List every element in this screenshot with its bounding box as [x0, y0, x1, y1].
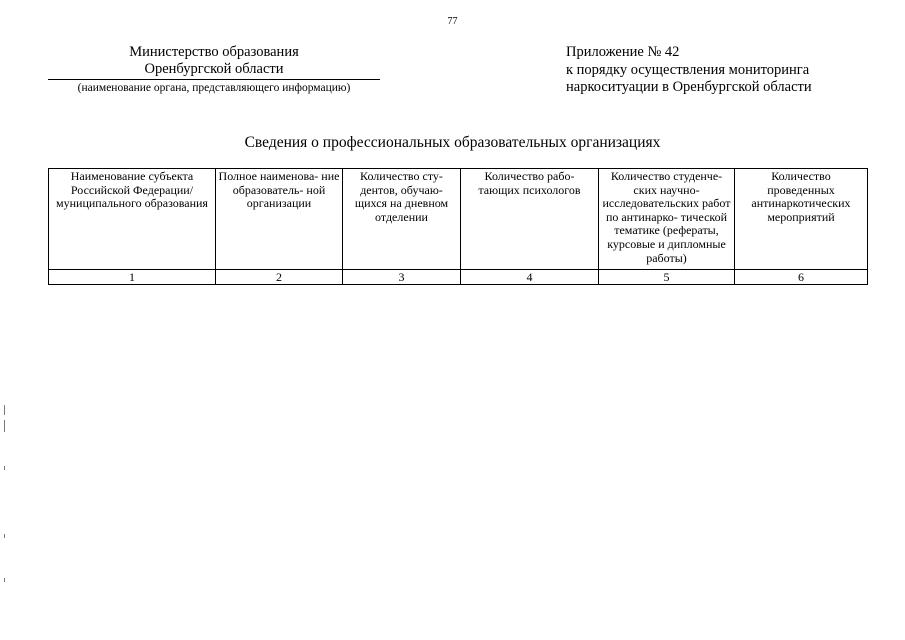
data-table	[48, 168, 868, 285]
document-title: Сведения о профессиональных образовательных организациях	[244, 134, 661, 151]
appendix-text-line2: к порядку осуществления мониторинга	[566, 61, 810, 78]
organization-block	[48, 44, 380, 96]
organization-name-line2: Оренбургской области	[48, 61, 380, 80]
organization-name-line1: Министерство образования	[129, 44, 299, 60]
scan-artifact	[4, 405, 5, 415]
scan-artifact	[4, 578, 5, 582]
scan-artifact	[4, 534, 5, 538]
appendix-text-line3: наркоситуации в Оренбургской области	[566, 79, 812, 95]
column-header-subject: Наименование субъекта Российской Федерации/ муниципального образования	[49, 169, 216, 270]
appendix-block	[566, 44, 886, 97]
column-header-psychologists-count: Количество рабо- тающих психологов	[461, 169, 599, 270]
table-header-row	[49, 169, 868, 270]
column-header-students-count: Количество сту- дентов, обучаю- щихся на дневном отделении	[343, 169, 461, 270]
scan-artifact	[4, 420, 5, 432]
column-header-organization-name: Полное наименова- ние образователь- ной организации	[216, 169, 343, 270]
page-number: 77	[447, 16, 458, 27]
column-number: 2	[216, 270, 343, 285]
column-number: 3	[343, 270, 461, 285]
column-number: 6	[735, 270, 868, 285]
organization-caption: (наименование органа, представляющего информацию)	[77, 82, 351, 94]
column-header-research-works-count: Количество студенче- ских научно- исследовательских работ по антинарко- тической тематике (рефераты, курсовые и дипломные работы)	[599, 169, 735, 270]
column-header-events-count: Количество проведенных антинаркотических мероприятий	[735, 169, 868, 270]
scan-artifact	[4, 466, 5, 470]
appendix-number: Приложение № 42	[566, 44, 680, 60]
column-number: 5	[599, 270, 735, 285]
column-number: 4	[461, 270, 599, 285]
column-number-row	[49, 270, 868, 285]
column-number: 1	[49, 270, 216, 285]
